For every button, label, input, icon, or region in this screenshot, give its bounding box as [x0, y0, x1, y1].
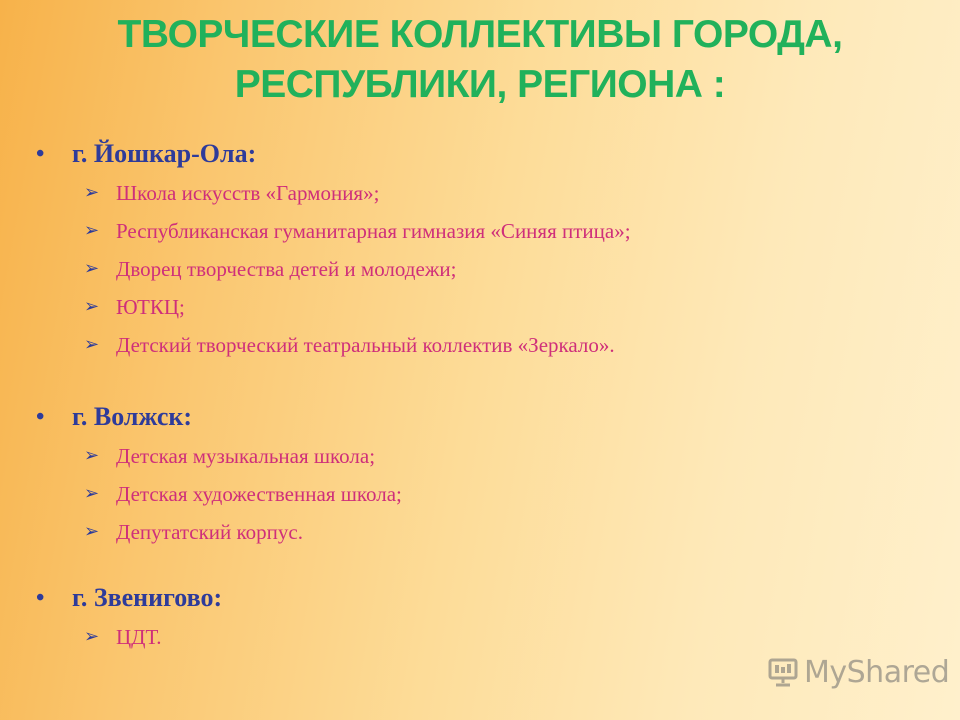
slide-title-line-2: РЕСПУБЛИКИ, РЕГИОНА : [234, 63, 726, 106]
presentation-screen-icon [766, 655, 800, 689]
item-text: Депутатский корпус. [116, 520, 303, 544]
bullet-icon: • [36, 585, 45, 611]
item-text: ЦДТ. [116, 625, 162, 649]
item-text: Школа искусств «Гармония»; [116, 181, 380, 205]
slide-title [0, 10, 960, 110]
arrow-bullet-icon: ➢ [84, 182, 100, 203]
arrow-bullet-icon: ➢ [84, 258, 100, 279]
slide-title-line-1: ТВОРЧЕСКИЕ КОЛЛЕКТИВЫ ГОРОДА, [117, 13, 843, 56]
item-text: Детский творческий театральный коллектив «Зеркало». [116, 333, 615, 357]
watermark [766, 650, 949, 694]
city-name: г. Звенигово: [72, 583, 223, 612]
city-name: г. Йошкар-Ола: [72, 139, 257, 168]
arrow-bullet-icon: ➢ [84, 445, 100, 466]
item-text: ЮТКЦ; [116, 295, 185, 319]
city-name: г. Волжск: [72, 402, 193, 431]
watermark-text: MyShared [804, 654, 950, 690]
arrow-bullet-icon: ➢ [84, 296, 100, 317]
item-text: Дворец творчества детей и молодежи; [116, 257, 457, 281]
bullet-icon: • [36, 404, 45, 430]
item-text: Детская музыкальная школа; [116, 444, 376, 468]
arrow-bullet-icon: ➢ [84, 220, 100, 241]
arrow-bullet-icon: ➢ [84, 334, 100, 355]
bullet-icon: • [36, 141, 45, 167]
item-text: Детская художественная школа; [116, 482, 402, 506]
arrow-bullet-icon: ➢ [84, 483, 100, 504]
arrow-bullet-icon: ➢ [84, 626, 100, 647]
item-text: Республиканская гуманитарная гимназия «Синяя птица»; [116, 219, 631, 243]
arrow-bullet-icon: ➢ [84, 521, 100, 542]
